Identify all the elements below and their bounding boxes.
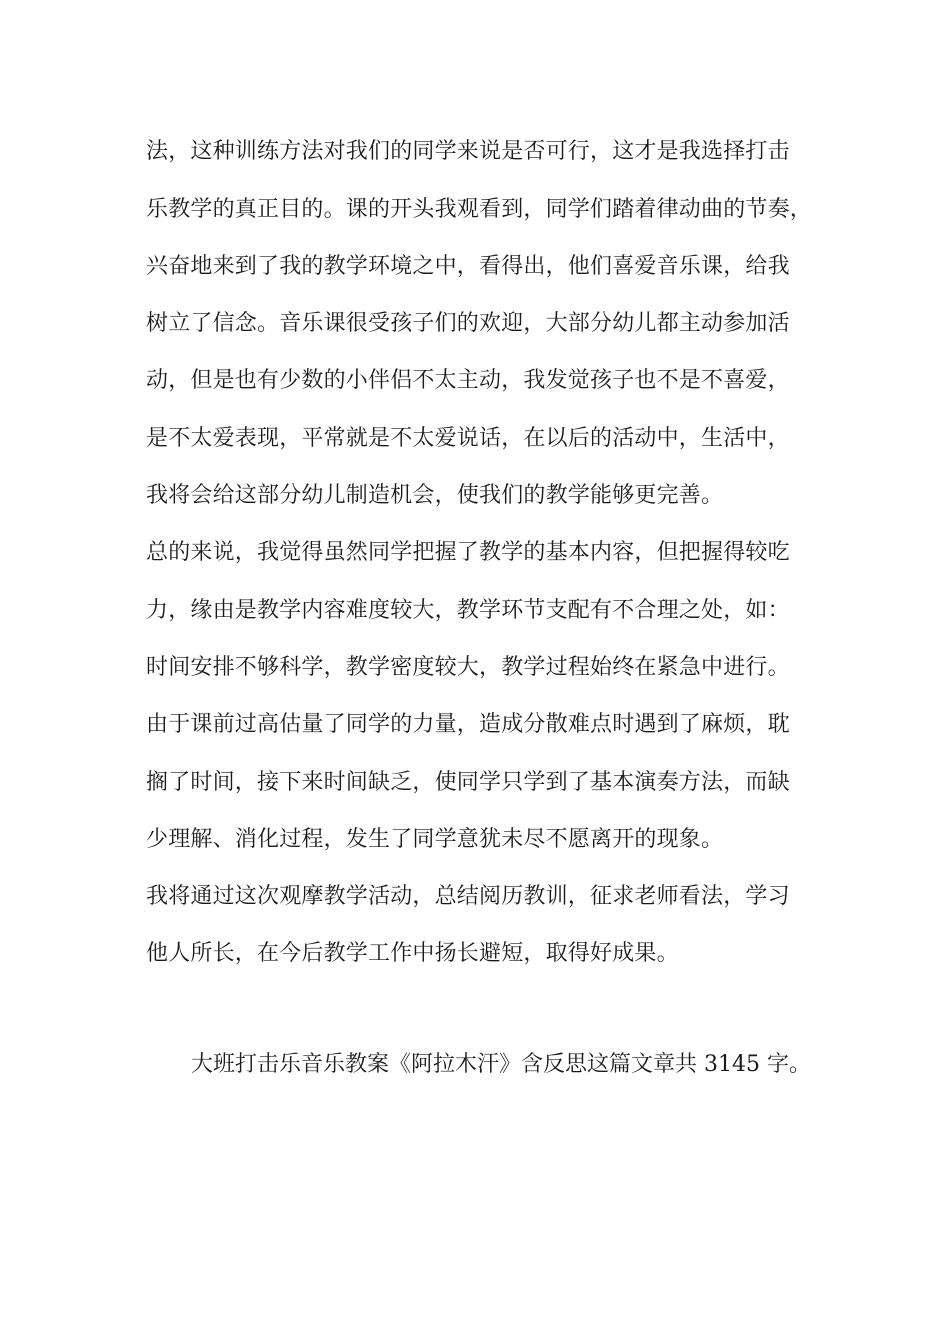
text-line: 乐教学的真正目的。课的开头我观看到，同学们踏着律动曲的节奏， <box>146 197 813 222</box>
text-line: 总的来说，我觉得虽然同学把握了教学的基本内容，但把握得较吃 <box>146 540 790 565</box>
word-count-note: 大班打击乐音乐教案《阿拉木汗》含反思这篇文章共 3145 字。 <box>191 1052 811 1077</box>
text-line: 是不太爱表现，平常就是不太爱说话，在以后的活动中，生活中， <box>146 426 790 451</box>
text-line: 我将通过这次观摩教学活动，总结阅历教训，征求老师看法，学习 <box>146 884 790 909</box>
text-line: 少理解、消化过程，发生了同学意犹未尽不愿离开的现象。 <box>146 827 724 852</box>
text-line: 由于课前过高估量了同学的力量，造成分散难点时遇到了麻烦，耽 <box>146 712 790 737</box>
text-line: 树立了信念。音乐课很受孩子们的欢迎，大部分幼儿都主动参加活 <box>146 311 790 336</box>
text-line: 搁了时间，接下来时间缺乏，使同学只学到了基本演奏方法，而缺 <box>146 770 790 795</box>
text-line: 我将会给这部分幼儿制造机会，使我们的教学能够更完善。 <box>146 483 724 508</box>
text-line: 法，这种训练方法对我们的同学来说是否可行，这才是我选择打击 <box>146 139 790 164</box>
text-line: 时间安排不够科学，教学密度较大，教学过程始终在紧急中进行。 <box>146 655 790 680</box>
text-line: 兴奋地来到了我的教学环境之中，看得出，他们喜爱音乐课，给我 <box>146 254 790 279</box>
text-line: 他人所长，在今后教学工作中扬长避短，取得好成果。 <box>146 941 679 966</box>
text-line: 动，但是也有少数的小伴侣不太主动，我发觉孩子也不是不喜爱， <box>146 368 790 393</box>
text-line: 力，缘由是教学内容难度较大，教学环节支配有不合理之处，如： <box>146 598 790 623</box>
